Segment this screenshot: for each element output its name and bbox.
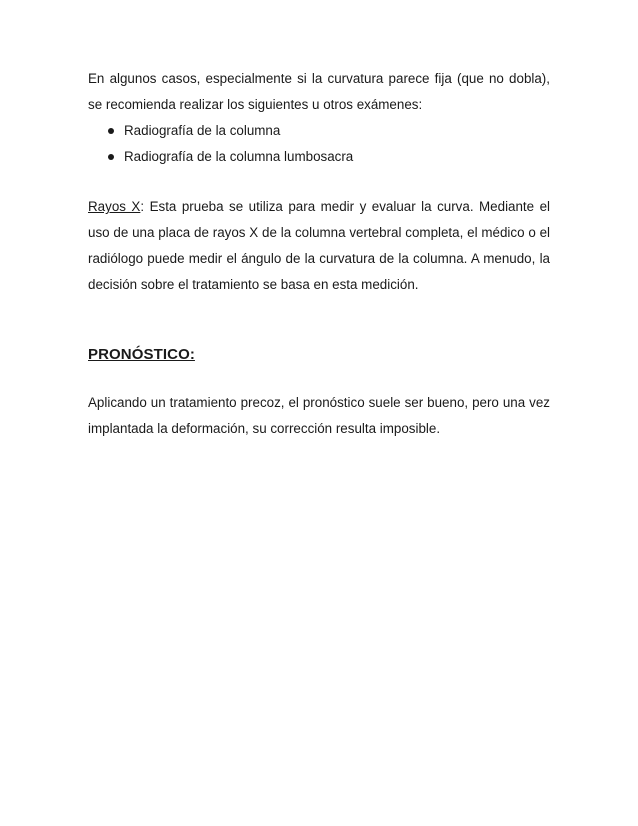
spacer	[88, 298, 550, 342]
spacer	[88, 368, 550, 390]
xray-term: Rayos X	[88, 199, 141, 214]
list-item	[100, 144, 550, 170]
exam-item-label: Radiografía de la columna lumbosacra	[124, 149, 354, 164]
list-item	[100, 118, 550, 144]
xray-paragraph	[88, 194, 550, 298]
xray-description: : Esta prueba se utiliza para medir y evaluar la curva. Mediante el uso de una placa de rayos X de la columna vertebral completa, el médico o el radiólogo puede medir el ángulo de la curvatura de la columna. A menudo, la decisión sobre el tratamiento se basa en esta medición.	[88, 199, 551, 292]
prognosis-heading: PRONÓSTICO:	[88, 346, 195, 363]
spacer	[88, 170, 550, 194]
bullet-icon	[108, 154, 114, 160]
bullet-icon	[108, 128, 114, 134]
prognosis-paragraph: Aplicando un tratamiento precoz, el pronóstico suele ser bueno, pero una vez implantada la deformación, su corrección resulta imposible.	[88, 395, 550, 436]
document-body	[88, 66, 550, 442]
exam-item-label: Radiografía de la columna	[124, 123, 281, 138]
intro-paragraph: En algunos casos, especialmente si la curvatura parece fija (que no dobla), se recomienda realizar los siguientes u otros exámenes:	[88, 71, 550, 112]
exam-list	[88, 118, 550, 170]
